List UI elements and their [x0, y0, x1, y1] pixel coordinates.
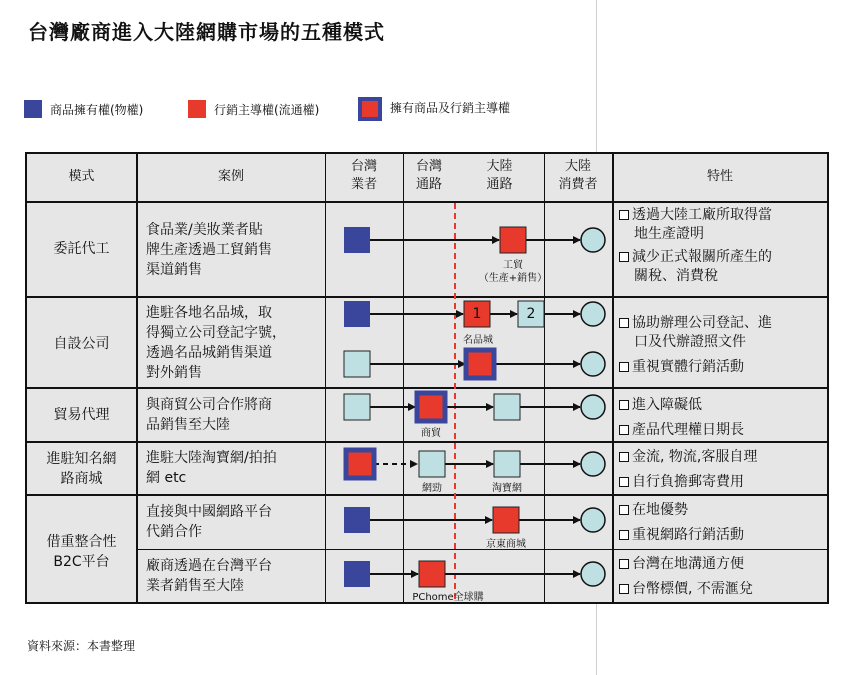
feature-text: 透過大陸工廠所取得當 [632, 207, 772, 223]
label-jd: 京東商城 [486, 539, 526, 550]
legend-label-ownership: 商品擁有權(物權) [50, 103, 144, 117]
header-mode: 模式 [68, 169, 95, 184]
case-line: 透過名品城銷售渠道 [146, 345, 272, 361]
label-mingpincheng: 名品城 [463, 335, 493, 346]
header-cn-consumer-line1: 大陸 [564, 159, 591, 174]
box-number-2: 2 [526, 306, 536, 322]
label-taobao: 淘寶網 [492, 483, 522, 494]
case-line: 品銷售至大陸 [146, 417, 230, 433]
header-feature: 特性 [706, 169, 733, 184]
mode-own-company: 自設公司 [53, 336, 110, 352]
feature-text: 重視網路行銷活動 [632, 527, 744, 543]
tw-vendor-ownership-box [344, 561, 370, 587]
tw-vendor-neutral-box [344, 394, 370, 420]
cn-consumer-circle [581, 395, 605, 419]
cn-channel-marketing-box [500, 227, 526, 253]
tw-vendor-ownership-box [344, 507, 370, 533]
cn-consumer-circle [581, 302, 605, 326]
label-shangmao: 商貿 [421, 428, 441, 439]
tw-vendor-ownership-box [344, 227, 370, 253]
case-line: 業者銷售至大陸 [146, 578, 244, 594]
label-pchome: PChome全球購 [412, 592, 484, 603]
source-note: 資料來源：本書整理 [27, 639, 136, 653]
case-line: 廠商透過在台灣平台 [146, 558, 272, 574]
tw-channel-marketing-box [419, 561, 445, 587]
case-line: 與商貿公司合作將商 [146, 397, 272, 413]
feature-text: 減少正式報關所產生的 [632, 249, 772, 265]
feature-text: 台灣在地溝通方便 [632, 556, 744, 572]
label-gongmao-line2: （生產+銷售） [478, 273, 548, 284]
header-cn-channel-line2: 通路 [486, 177, 513, 192]
case-line: 進駐大陸淘寶網/拍拍 [146, 450, 277, 466]
label-gongmao-line1: 工貿 [503, 260, 523, 271]
label-gongmao [467, 259, 559, 285]
header-tw-channel-line2: 通路 [415, 177, 442, 192]
legend-swatch-marketing [188, 100, 206, 118]
feature-text: 自行負擔郵寄費用 [632, 474, 744, 490]
mode-b2c-line2: B2C平台 [53, 554, 110, 570]
header-cn-channel-line1: 大陸 [486, 159, 513, 174]
case-line: 渠道銷售 [146, 262, 202, 278]
cn-consumer-circle [581, 228, 605, 252]
tw-channel-both-box [417, 393, 445, 421]
tw-channel-neutral-box [419, 451, 445, 477]
legend [24, 99, 584, 123]
header-tw-channel-line1: 台灣 [415, 159, 442, 174]
legend-swatch-ownership [24, 100, 42, 118]
tw-vendor-both-box [346, 450, 374, 478]
feature-text: 台幣標價, 不需滙兌 [632, 581, 753, 597]
tw-vendor-ownership-box [344, 301, 370, 327]
mode-online-mall-line2: 路商城 [60, 471, 103, 487]
feature-text: 金流, 物流,客服自理 [632, 449, 758, 465]
case-line: 進駐各地名品城，取 [146, 305, 272, 321]
label-wangjin: 網勁 [422, 483, 442, 494]
header-case: 案例 [217, 169, 244, 184]
case-line: 牌生產透過工貿銷售 [146, 242, 272, 258]
header-cn-consumer-line2: 消費者 [558, 177, 598, 192]
cn-channel-neutral-box [494, 451, 520, 477]
mode-trade-agent: 貿易代理 [53, 407, 110, 423]
legend-swatch-both [358, 97, 382, 121]
page-title: 台灣廠商進入大陸網購市場的五種模式 [28, 20, 385, 44]
feature-text: 協助辦理公司登記、進 [632, 315, 772, 331]
mode-oem: 委託代工 [53, 241, 110, 257]
flow-diagram [27, 154, 827, 602]
feature-text: 產品代理權日期長 [632, 422, 744, 438]
mode-table [25, 152, 829, 604]
feature-text: 地生產證明 [634, 226, 704, 242]
case-line: 得獨立公司登記字號， [146, 325, 286, 341]
feature-text: 在地優勢 [632, 502, 688, 518]
case-line: 直接與中國網路平台 [146, 504, 272, 520]
case-line: 代銷合作 [146, 524, 202, 540]
cn-channel-marketing-box [493, 507, 519, 533]
cn-consumer-circle [581, 452, 605, 476]
header-tw-vendor-line1: 台灣 [350, 159, 377, 174]
feature-text: 關稅、消費稅 [634, 268, 718, 284]
mode-online-mall-line1: 進駐知名網 [46, 451, 117, 467]
feature-text: 口及代辦證照文件 [634, 334, 746, 350]
cn-consumer-circle [581, 562, 605, 586]
case-line: 對外銷售 [146, 365, 202, 381]
case-line: 網 etc [146, 470, 187, 486]
feature-text: 進入障礙低 [632, 397, 702, 413]
cn-channel-both-box [466, 350, 494, 378]
header-tw-vendor-line2: 業者 [350, 177, 377, 192]
cn-consumer-circle [581, 508, 605, 532]
legend-label-both: 擁有商品及行銷主導權 [390, 101, 511, 115]
cn-consumer-circle [581, 352, 605, 376]
feature-text: 重視實體行銷活動 [632, 359, 744, 375]
mode-b2c-line1: 借重整合性 [46, 534, 117, 550]
cn-channel-neutral-box [494, 394, 520, 420]
legend-label-marketing: 行銷主導權(流通權) [214, 103, 320, 117]
case-line: 食品業/美妝業者貼 [146, 222, 263, 238]
box-number-1: 1 [472, 306, 482, 322]
tw-vendor-neutral-box [344, 351, 370, 377]
